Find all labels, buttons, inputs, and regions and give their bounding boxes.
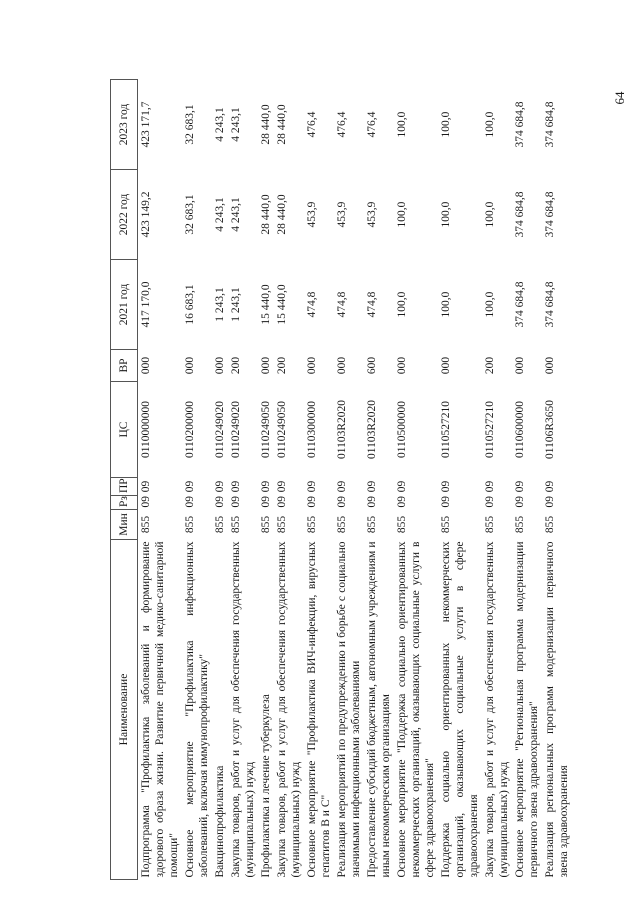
cell-vr: 000	[306, 356, 318, 375]
cell-rz: 09	[276, 496, 288, 508]
cell-rz: 09	[366, 496, 378, 508]
cell-min: 855	[544, 515, 556, 534]
cell-pr: 09	[230, 480, 242, 493]
cell-y2021: 474,8	[366, 291, 378, 318]
cell-y2022: 100,0	[396, 201, 408, 228]
cell-name: Основное мероприятие "Региональная программа модернизации первичного звена здравоохранения"	[514, 541, 540, 878]
budget-table	[110, 79, 572, 880]
cell-rz: 09	[484, 496, 496, 508]
cell-min: 855	[230, 515, 242, 534]
cell-y2021: 100,0	[484, 291, 496, 318]
cell-rz: 09	[544, 496, 556, 508]
cell-y2022: 32 683,1	[184, 194, 196, 235]
cell-min: 855	[440, 515, 452, 534]
cell-name: Основное мероприятие "Профилактика инфекционных заболеваний, включая иммунопрофилактику"	[184, 541, 210, 878]
cell-rz: 09	[514, 496, 526, 508]
cell-min: 855	[184, 515, 196, 534]
cell-y2022: 453,9	[306, 201, 318, 228]
header-rz: Рз	[111, 496, 138, 510]
table-header-row	[111, 80, 138, 880]
cell-rz: 09	[184, 496, 196, 508]
cell-cs: 0110527210	[484, 400, 496, 459]
cell-min: 855	[484, 515, 496, 534]
header-2022: 2022 год	[111, 170, 138, 260]
cell-y2021: 16 683,1	[184, 284, 196, 325]
cell-name: Профилактика и лечение туберкулеза	[260, 694, 272, 878]
cell-vr: 000	[260, 356, 272, 375]
cell-cs: 0110600000	[514, 400, 526, 459]
cell-y2021: 1 243,1	[230, 287, 242, 322]
header-2023: 2023 год	[111, 80, 138, 170]
cell-cs: 01103R2020	[366, 400, 378, 459]
cell-pr: 09	[140, 480, 152, 493]
cell-y2023: 28 440,0	[260, 104, 272, 145]
cell-vr: 000	[140, 356, 152, 375]
cell-y2021: 15 440,0	[260, 284, 272, 325]
table-row	[212, 80, 228, 880]
cell-y2023: 476,4	[366, 111, 378, 138]
cell-pr: 09	[396, 480, 408, 493]
cell-rz: 09	[214, 496, 226, 508]
cell-y2022: 4 243,1	[230, 197, 242, 232]
cell-y2023: 374 684,8	[514, 101, 526, 148]
cell-cs: 0110200000	[184, 400, 196, 459]
table-row	[438, 80, 482, 880]
cell-y2023: 100,0	[484, 111, 496, 138]
cell-y2022: 28 440,0	[260, 194, 272, 235]
cell-name: Подпрограмма "Профилактика заболеваний и формирование здорового образа жизни. Развитие первичной медико-санитарной помощи"	[140, 541, 180, 878]
table-row	[228, 80, 258, 880]
header-min: Мин	[111, 510, 138, 540]
cell-name: Реализация мероприятий по предупреждению и борьбе с социально значимыми инфекционными заболеваниями	[336, 541, 362, 878]
cell-y2022: 453,9	[366, 201, 378, 228]
cell-y2022: 28 440,0	[276, 194, 288, 235]
cell-pr: 09	[484, 480, 496, 493]
table-row	[482, 80, 512, 880]
header-cs: ЦС	[111, 382, 138, 478]
cell-min: 855	[306, 515, 318, 534]
header-2021: 2021 год	[111, 260, 138, 350]
cell-y2021: 374 684,8	[514, 281, 526, 328]
cell-name: Основное мероприятие "Поддержка социально ориентированных некоммерческих организаций, оказывающих социальные услуги в сфере здравоохранения"	[396, 541, 436, 878]
cell-rz: 09	[336, 496, 348, 508]
cell-name: Закупка товаров, работ и услуг для обеспечения государственных (муниципальных) нужд	[276, 541, 302, 878]
cell-y2022: 423 149,2	[140, 191, 152, 238]
cell-name: Закупка товаров, работ и услуг для обеспечения государственных (муниципальных) нужд	[230, 541, 256, 878]
cell-y2023: 374 684,8	[544, 101, 556, 148]
cell-cs: 0110249020	[230, 400, 242, 459]
cell-y2023: 476,4	[336, 111, 348, 138]
cell-pr: 09	[544, 480, 556, 493]
cell-y2023: 28 440,0	[276, 104, 288, 145]
table-row	[542, 80, 572, 880]
cell-y2022: 453,9	[336, 201, 348, 228]
cell-cs: 0110249050	[260, 400, 272, 459]
cell-name: Поддержка социально ориентированных некоммерческих организаций, оказывающих социальные услуги в сфере здравоохранения	[440, 541, 480, 878]
cell-vr: 000	[440, 356, 452, 375]
cell-y2023: 32 683,1	[184, 104, 196, 145]
cell-name: Реализация региональных программ модернизации первичного звена здравоохранения	[544, 541, 570, 878]
cell-pr: 09	[184, 480, 196, 493]
cell-min: 855	[214, 515, 226, 534]
table-row	[364, 80, 394, 880]
cell-vr: 000	[336, 356, 348, 375]
cell-pr: 09	[276, 480, 288, 493]
cell-pr: 09	[214, 480, 226, 493]
cell-min: 855	[276, 515, 288, 534]
page-number: 64	[612, 91, 627, 105]
table-row	[138, 80, 183, 880]
cell-pr: 09	[260, 480, 272, 493]
cell-y2023: 4 243,1	[214, 107, 226, 142]
cell-rz: 09	[230, 496, 242, 508]
cell-pr: 09	[306, 480, 318, 493]
cell-pr: 09	[514, 480, 526, 493]
cell-vr: 000	[214, 356, 226, 375]
cell-y2022: 100,0	[440, 201, 452, 228]
cell-y2023: 100,0	[440, 111, 452, 138]
cell-rz: 09	[140, 496, 152, 508]
cell-y2021: 474,8	[306, 291, 318, 318]
header-pr: ПР	[111, 478, 138, 496]
cell-cs: 01103R2020	[336, 400, 348, 459]
cell-name: Основное мероприятие "Профилактика ВИЧ-инфекции, вирусных гепатитов В и С"	[306, 541, 332, 878]
cell-rz: 09	[396, 496, 408, 508]
cell-vr: 200	[484, 356, 496, 375]
cell-rz: 09	[260, 496, 272, 508]
cell-y2023: 423 171,7	[140, 101, 152, 148]
cell-y2023: 476,4	[306, 111, 318, 138]
table-row	[182, 80, 212, 880]
cell-cs: 0110249050	[276, 400, 288, 459]
cell-min: 855	[396, 515, 408, 534]
cell-y2021: 100,0	[440, 291, 452, 318]
cell-min: 855	[514, 515, 526, 534]
cell-name: Вакцинопрофилактика	[214, 765, 226, 878]
cell-vr: 000	[396, 356, 408, 375]
cell-pr: 09	[336, 480, 348, 493]
cell-y2021: 374 684,8	[544, 281, 556, 328]
cell-min: 855	[140, 515, 152, 534]
cell-y2021: 1 243,1	[214, 287, 226, 322]
cell-vr: 000	[544, 356, 556, 375]
cell-cs: 0110000000	[140, 400, 152, 459]
cell-cs: 0110527210	[440, 400, 452, 459]
cell-name: Предоставление субсидий бюджетным, автономным учреждениям и иным некоммерческим организациям	[366, 541, 392, 878]
cell-pr: 09	[440, 480, 452, 493]
budget-table-rotated	[110, 80, 570, 880]
cell-vr: 600	[366, 356, 378, 375]
cell-pr: 09	[366, 480, 378, 493]
cell-vr: 200	[276, 356, 288, 375]
cell-rz: 09	[440, 496, 452, 508]
table-row	[512, 80, 542, 880]
cell-y2021: 474,8	[336, 291, 348, 318]
table-row	[258, 80, 274, 880]
cell-cs: 0110500000	[396, 400, 408, 459]
cell-y2021: 417 170,0	[140, 281, 152, 328]
cell-cs: 01106R3650	[544, 400, 556, 459]
header-vr: ВР	[111, 350, 138, 382]
cell-cs: 0110249020	[214, 400, 226, 459]
table-row	[274, 80, 304, 880]
table-row	[304, 80, 334, 880]
cell-min: 855	[336, 515, 348, 534]
cell-min: 855	[260, 515, 272, 534]
table-row	[394, 80, 438, 880]
cell-y2023: 100,0	[396, 111, 408, 138]
cell-min: 855	[366, 515, 378, 534]
cell-y2021: 15 440,0	[276, 284, 288, 325]
cell-y2022: 4 243,1	[214, 197, 226, 232]
table-row	[334, 80, 364, 880]
cell-vr: 200	[230, 356, 242, 375]
header-name: Наименование	[111, 540, 138, 880]
cell-y2022: 374 684,8	[544, 191, 556, 238]
cell-vr: 000	[184, 356, 196, 375]
cell-y2023: 4 243,1	[230, 107, 242, 142]
cell-y2021: 100,0	[396, 291, 408, 318]
cell-rz: 09	[306, 496, 318, 508]
cell-name: Закупка товаров, работ и услуг для обеспечения государственных (муниципальных) нужд	[484, 541, 510, 878]
cell-cs: 0110300000	[306, 400, 318, 459]
cell-vr: 000	[514, 356, 526, 375]
cell-y2022: 100,0	[484, 201, 496, 228]
cell-y2022: 374 684,8	[514, 191, 526, 238]
